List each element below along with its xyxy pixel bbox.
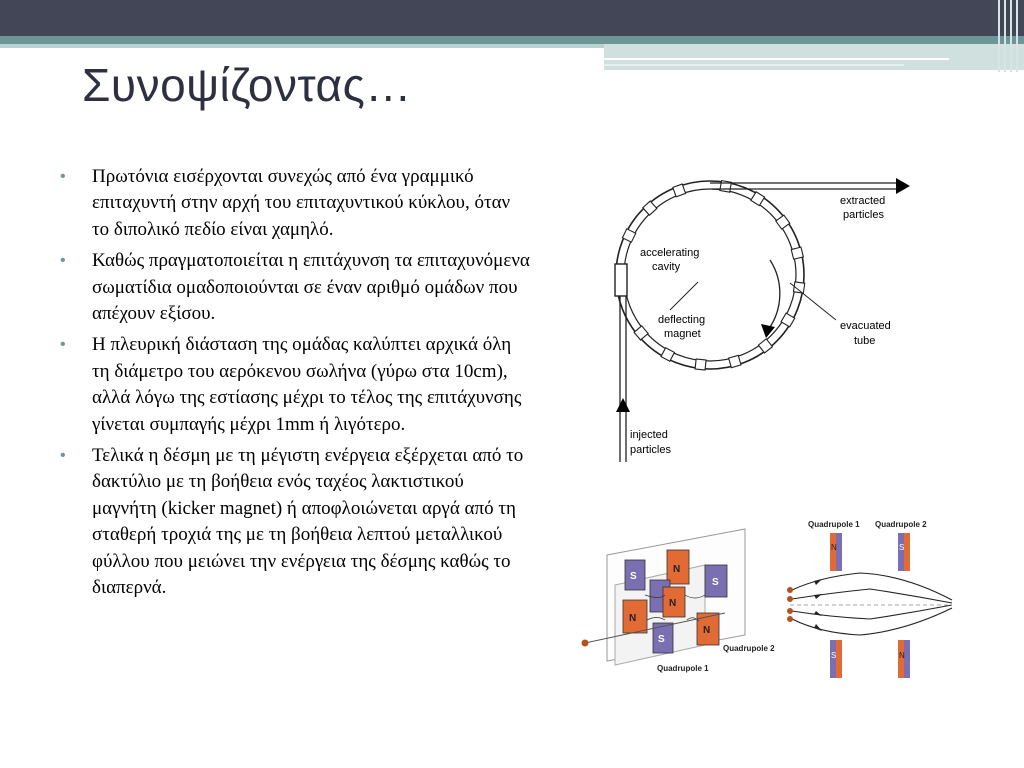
bullet-item <box>60 248 530 327</box>
bullet-icon: • <box>60 252 66 270</box>
header-accent-band <box>0 36 1024 44</box>
synchrotron-diagram <box>600 170 920 470</box>
bullet-list <box>60 164 530 607</box>
particle-icon <box>582 640 589 647</box>
corner-decoration <box>996 0 1024 72</box>
label-extracted-particles: particles <box>843 209 884 221</box>
magnet-q2-bottom-s <box>904 640 910 678</box>
pole-label: S <box>899 543 905 552</box>
quadrupole-focusing-diagram <box>780 515 955 680</box>
header-line <box>604 58 949 60</box>
deflecting-magnet <box>661 348 675 362</box>
quadrupole-3d-diagram <box>575 525 775 675</box>
slide-title: Συνοψίζοντας… <box>82 59 412 111</box>
label-injected: injected <box>630 429 668 441</box>
deflecting-magnet <box>729 355 741 367</box>
bullet-text: Καθώς πραγματοποιείται η επιτάχυνση τα επιταχυνόμενα σωματίδια ομαδοποιούνται σε έναν αριθμό ομάδων που απέχουν εξίσου. <box>92 250 530 325</box>
header-bar <box>0 0 1024 36</box>
label-quadrupole-1: Quadrupole 1 <box>808 520 860 529</box>
pole-label: N <box>831 543 837 552</box>
bullet-item <box>60 443 530 601</box>
magnet-q1-top-s <box>836 533 842 571</box>
pole-label: S <box>712 577 719 588</box>
bullet-icon: • <box>60 336 66 354</box>
bullet-icon: • <box>60 168 66 185</box>
deflecting-magnet <box>720 181 732 193</box>
bullet-item <box>60 164 530 243</box>
label-evacuated: evacuated <box>840 320 891 332</box>
magnet-q2-top-s <box>898 533 904 571</box>
header-light-band <box>0 44 604 48</box>
label-accelerating: accelerating <box>640 247 700 259</box>
deflecting-magnet <box>673 184 686 197</box>
label-quadrupole-2: Quadrupole 2 <box>875 520 927 529</box>
pole-label: S <box>831 651 837 660</box>
magnet-q1-bottom-n <box>836 640 842 678</box>
extraction-arrow-icon <box>896 178 910 194</box>
direction-arrow-icon <box>768 260 780 330</box>
deflecting-magnet <box>751 192 765 206</box>
bullet-item <box>60 332 530 438</box>
deflecting-magnet <box>791 247 803 259</box>
deflecting-magnet <box>643 201 657 215</box>
deflecting-magnet <box>758 339 772 353</box>
pole-label: N <box>703 625 711 636</box>
particle-icons <box>787 587 793 622</box>
header-right-band <box>604 44 1024 70</box>
label-extracted: extracted <box>840 195 886 207</box>
accelerating-cavity <box>615 264 627 296</box>
bullet-text: Η πλευρική διάσταση της ομάδας καλύπτει αρχικά όλη τη διάμετρο του αερόκενου σωλήνα (γύρω στα 10cm), αλλά λόγω της εστίασης μέχρι το τέλος της επιτάχυνσης γίνεται συμπαγής μέχρι 1mm ή λιγότερο. <box>92 334 522 435</box>
label-tube: tube <box>854 335 876 347</box>
deflecting-magnet <box>781 313 795 327</box>
pole-label: N <box>629 613 637 624</box>
label-quadrupole-2: Quadrupole 2 <box>723 644 775 653</box>
pole-label: N <box>899 651 905 660</box>
magnet-q2-top-n <box>904 533 910 571</box>
pole-label: S <box>630 571 637 582</box>
bullet-icon: • <box>60 447 66 465</box>
deflecting-magnet <box>776 215 790 229</box>
pole-label: S <box>658 634 665 645</box>
pole-label: N <box>669 598 677 609</box>
label-injected-particles: particles <box>630 444 671 456</box>
deflecting-magnet <box>634 326 648 340</box>
deflecting-magnet <box>695 359 706 370</box>
bullet-text: Τελικά η δέσμη με τη μέγιστη ενέργεια εξέρχεται από το δακτύλιο με τη βοήθεια ενός ταχέος λακτιστικού μαγνήτη (kicker magnet) ή αποφλοιώνεται αργά από τη σταθερή τροχιά της με τη βοήθεια λεπτού μεταλλικού φύλλου που μειώνει την ενέργεια της δέσμης καθώς το διαπερνά. <box>92 445 524 599</box>
injection-arrow-icon <box>616 398 630 412</box>
bullet-text: Πρωτόνια εισέρχονται συνεχώς από ένα γραμμικό επιταχυντή στην αρχή του επιταχυντικού κύκλου, όταν το διπολικό πεδίο είναι χαμηλό. <box>92 166 511 240</box>
label-cavity: cavity <box>652 261 681 273</box>
label-deflecting: deflecting <box>658 314 706 326</box>
deflecting-magnet <box>622 229 635 242</box>
pole-label: N <box>673 564 681 575</box>
label-magnet: magnet <box>664 328 701 340</box>
magnet-q1-top-n <box>830 533 836 571</box>
label-quadrupole-1: Quadrupole 1 <box>657 664 709 673</box>
header-line <box>604 64 904 66</box>
